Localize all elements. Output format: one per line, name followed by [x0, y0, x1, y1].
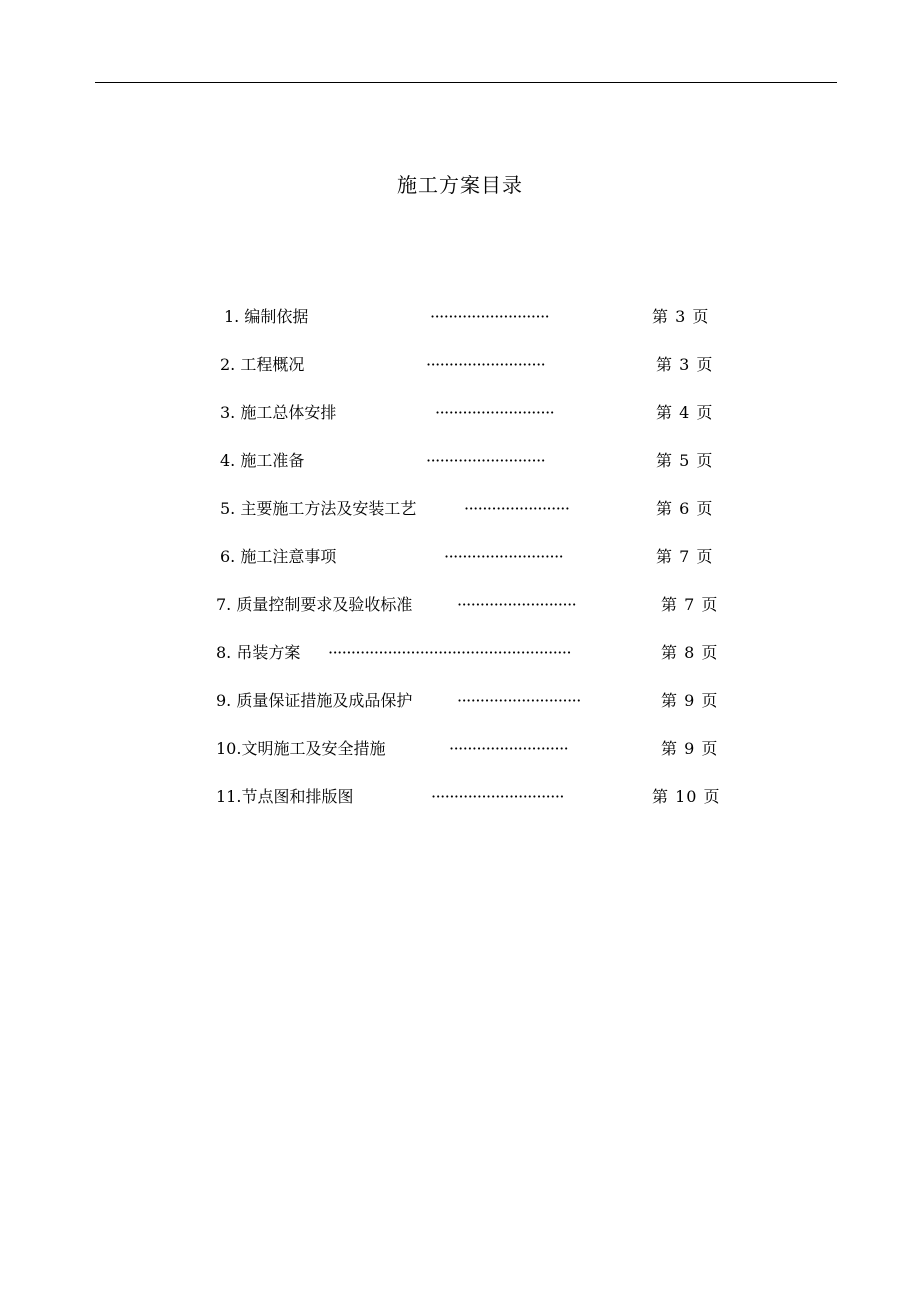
- toc-entry-label: 8. 吊装方案: [216, 643, 301, 662]
- toc-entry-label: 9. 质量保证措施及成品保护: [216, 691, 413, 710]
- toc-entry-label: 6. 施工注意事项: [220, 547, 337, 566]
- toc-entry-label: 1. 编制依据: [224, 307, 309, 326]
- toc-entry-page: 第 10 页: [652, 787, 721, 806]
- toc-entry-page: 第 3 页: [652, 307, 710, 326]
- toc-entry-label: 2. 工程概况: [220, 355, 305, 374]
- toc-entry-leader: ··························: [444, 547, 564, 566]
- toc-entry-leader: ··························: [426, 355, 546, 374]
- toc-entry-leader: ··························: [426, 451, 546, 470]
- toc-entry-label: 4. 施工准备: [220, 451, 305, 470]
- toc-entry-leader: ···························: [457, 691, 581, 710]
- toc-entry-page: 第 7 页: [656, 547, 714, 566]
- toc-entry-label: 11.节点图和排版图: [216, 787, 354, 806]
- toc-entry-page: 第 8 页: [661, 643, 719, 662]
- toc-entry-page: 第 6 页: [656, 499, 714, 518]
- toc-entry-leader: ·····························: [431, 787, 564, 806]
- toc-entry-leader: ·····················································: [328, 643, 572, 662]
- toc-entry-leader: ··························: [430, 307, 550, 326]
- toc-entry-label: 3. 施工总体安排: [220, 403, 337, 422]
- toc-entry-label: 10.文明施工及安全措施: [216, 739, 386, 758]
- toc-entry-leader: ·······················: [464, 499, 570, 518]
- toc-entry-page: 第 9 页: [661, 691, 719, 710]
- toc-entry-leader: ··························: [449, 739, 569, 758]
- toc-entry-leader: ··························: [435, 403, 555, 422]
- document-title: 施工方案目录: [397, 173, 523, 197]
- toc-entry-page: 第 3 页: [656, 355, 714, 374]
- toc-entry-page: 第 4 页: [656, 403, 714, 422]
- toc-entry-label: 5. 主要施工方法及安装工艺: [220, 499, 417, 518]
- toc-entry-page: 第 9 页: [661, 739, 719, 758]
- toc-entry-leader: ··························: [457, 595, 577, 614]
- toc-entry-label: 7. 质量控制要求及验收标准: [216, 595, 413, 614]
- toc-entry-page: 第 5 页: [656, 451, 714, 470]
- toc-entry-page: 第 7 页: [661, 595, 719, 614]
